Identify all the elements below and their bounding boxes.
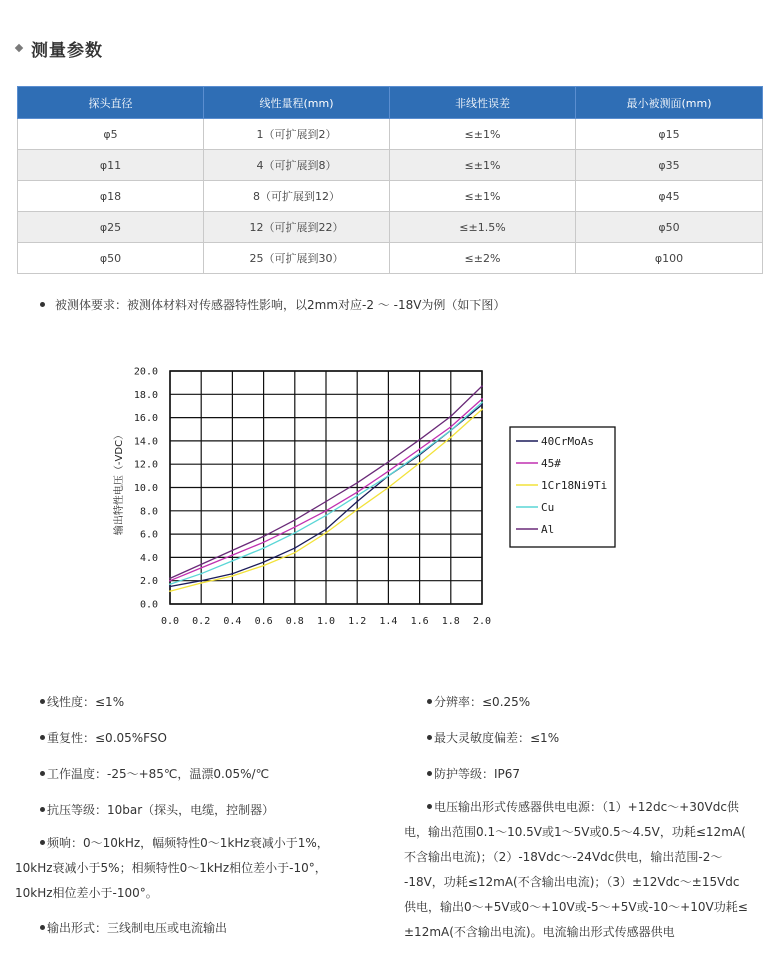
spec-temperature <box>40 762 269 786</box>
data-point <box>232 573 234 575</box>
x-tick-label: 1.8 <box>441 616 460 627</box>
table-cell: 8（可扩展到12） <box>204 181 390 212</box>
y-tick-label: 4.0 <box>139 552 158 564</box>
material-response-chart <box>100 355 620 635</box>
table-row <box>18 181 763 212</box>
table-cell: 1（可扩展到2） <box>204 119 390 150</box>
header-probe-diameter: 探头直径 <box>18 87 204 119</box>
spec-frequency <box>15 831 395 906</box>
table-cell: ≤±1% <box>390 119 576 150</box>
table-cell: 12（可扩展到22） <box>204 212 390 243</box>
x-tick-label: 0.2 <box>192 616 211 627</box>
data-point <box>200 567 202 569</box>
data-point <box>325 532 327 534</box>
bullet-icon <box>427 699 432 704</box>
data-point <box>169 580 171 582</box>
data-point <box>263 561 265 563</box>
bullet-icon <box>40 771 45 776</box>
data-point <box>419 448 421 450</box>
table-cell: φ50 <box>18 243 204 274</box>
data-point <box>481 398 483 400</box>
y-tick-label: 14.0 <box>133 436 158 448</box>
bullet-icon <box>40 807 45 812</box>
spec-text: 线性度：≤1% <box>47 695 125 709</box>
data-point <box>388 461 390 463</box>
spec-text: 最大灵敏度偏差：≤1% <box>434 731 560 745</box>
table-cell: φ50 <box>576 212 763 243</box>
data-point <box>263 536 265 538</box>
x-tick-label: 0.0 <box>160 616 180 627</box>
data-point <box>169 586 171 588</box>
spec-resolution <box>427 690 530 714</box>
freq-text: 频响：0～10kHz，幅频特性0～1kHz衰减小于1%， <box>47 836 329 850</box>
freq-line-2: 10kHz衰减小于5%；相频特性0～1kHz相位差小于-10°， <box>15 861 327 875</box>
table-row <box>18 119 763 150</box>
y-tick-label: 8.0 <box>139 506 158 518</box>
data-point <box>169 577 171 579</box>
spec-text: 分辨率：≤0.25% <box>434 695 531 709</box>
table-cell: φ100 <box>576 243 763 274</box>
data-point <box>325 510 327 512</box>
table-cell: ≤±1% <box>390 181 576 212</box>
y-tick-label: 16.0 <box>133 413 158 425</box>
freq-line-3: 10kHz相位差小于-100°。 <box>15 886 158 900</box>
data-point <box>419 439 421 441</box>
data-point <box>481 385 483 387</box>
data-point <box>232 560 234 562</box>
data-point <box>169 590 171 592</box>
x-tick-label: 2.0 <box>472 616 492 627</box>
data-point <box>356 482 358 484</box>
data-point <box>356 495 358 497</box>
power-line-5: 供电，输出0～+5V或0～+10V或-5～+5V或-10～+10V功耗≤ <box>404 900 748 914</box>
spec-pressure <box>40 798 274 822</box>
freq-line-1 <box>15 831 395 856</box>
data-point <box>263 547 265 549</box>
bullet-icon <box>427 735 432 740</box>
data-point <box>200 582 202 584</box>
header-min-target: 最小被测面(mm) <box>576 87 763 119</box>
x-tick-label: 1.0 <box>316 616 336 627</box>
section-heading <box>16 36 103 60</box>
data-point <box>388 470 390 472</box>
legend-label: Cu <box>541 501 555 514</box>
table-row <box>18 243 763 274</box>
power-line-3: 不含输出电流)；（2）-18Vdc～-24Vdc供电，输出范围-2～ <box>404 850 723 864</box>
data-point <box>481 409 483 411</box>
table-cell: φ5 <box>18 119 204 150</box>
data-point <box>200 563 202 565</box>
data-point <box>263 541 265 543</box>
spec-text: 防护等级：IP67 <box>434 767 521 781</box>
data-point <box>450 430 452 432</box>
table-cell: ≤±1% <box>390 150 576 181</box>
legend-label: 1Cr18Ni9Ti <box>541 479 608 492</box>
y-tick-label: 18.0 <box>133 389 158 401</box>
spec-text: 输出形式：三线制电压或电流输出 <box>47 921 228 935</box>
data-point <box>388 475 390 477</box>
y-axis-label: 输出特性电压（-VDC） <box>114 429 125 536</box>
y-tick-label: 6.0 <box>139 529 158 541</box>
bullet-icon <box>40 840 45 845</box>
data-point <box>325 515 327 517</box>
data-point <box>200 580 202 582</box>
y-tick-label: 20.0 <box>133 366 158 378</box>
data-point <box>232 554 234 556</box>
power-line-1 <box>404 795 774 820</box>
target-requirement <box>40 296 505 313</box>
data-point <box>325 529 327 531</box>
bullet-icon <box>40 699 45 704</box>
parameter-table <box>17 86 763 274</box>
bullet-icon <box>40 302 45 307</box>
x-tick-label: 1.4 <box>379 616 398 627</box>
data-point <box>263 565 265 567</box>
spec-output-line <box>40 916 227 940</box>
bullet-icon <box>40 925 45 930</box>
data-point <box>356 509 358 511</box>
data-point <box>169 583 171 585</box>
table-header-row <box>18 87 763 119</box>
data-point <box>294 526 296 528</box>
data-point <box>200 573 202 575</box>
spec-output <box>40 916 400 940</box>
section-title: 测量参数 <box>31 40 103 61</box>
data-point <box>356 501 358 503</box>
specs-right-column <box>427 690 767 790</box>
table-cell: 4（可扩展到8） <box>204 150 390 181</box>
y-tick-label: 0.0 <box>139 599 158 611</box>
x-tick-label: 1.6 <box>410 616 429 627</box>
table-cell: ≤±2% <box>390 243 576 274</box>
data-point <box>450 416 452 418</box>
table-row <box>18 150 763 181</box>
table-cell: φ15 <box>576 119 763 150</box>
legend-label: 45# <box>541 457 561 470</box>
power-line-6: ±12mA(不含输出电流)。电流输出形式传感器供电 <box>404 925 675 939</box>
y-tick-label: 2.0 <box>139 576 158 588</box>
data-point <box>450 426 452 428</box>
bullet-icon <box>427 771 432 776</box>
table-row <box>18 212 763 243</box>
table-cell: φ45 <box>576 181 763 212</box>
table-cell: φ25 <box>18 212 204 243</box>
diamond-bullet-icon <box>15 44 23 52</box>
spec-power-supply <box>404 795 774 945</box>
spec-protection <box>427 762 520 786</box>
data-point <box>294 552 296 554</box>
table-cell: 25（可扩展到30） <box>204 243 390 274</box>
data-point <box>294 519 296 521</box>
power-line-2: 电，输出范围0.1～10.5V或1～5V或0.5～4.5V，功耗≤12mA( <box>404 825 746 839</box>
requirement-text: 被测体要求：被测体材料对传感器特性影响，以2mm对应-2 ～ -18V为例（如下图） <box>55 298 506 312</box>
legend-label: 40CrMoAs <box>541 435 594 448</box>
data-point <box>419 462 421 464</box>
data-point <box>419 453 421 455</box>
x-tick-label: 0.8 <box>285 616 304 627</box>
data-point <box>356 491 358 493</box>
data-point <box>388 487 390 489</box>
bullet-icon <box>427 804 432 809</box>
table-cell: ≤±1.5% <box>390 212 576 243</box>
data-point <box>294 532 296 534</box>
power-line-4: -18V，功耗≤12mA(不含输出电流)；（3）±12Vdc～±15Vdc <box>404 875 740 889</box>
spec-text: 重复性：≤0.05%FSO <box>47 731 167 745</box>
data-point <box>232 575 234 577</box>
data-point <box>481 404 483 406</box>
data-point <box>232 550 234 552</box>
x-tick-label: 0.4 <box>223 616 242 627</box>
spec-text: 抗压等级：10bar（探头，电缆，控制器） <box>47 803 275 817</box>
bullet-icon <box>40 735 45 740</box>
spec-text: 工作温度：-25～+85℃，温漂0.05%/℃ <box>47 767 270 781</box>
spec-sensitivity <box>427 726 559 750</box>
table-cell: φ35 <box>576 150 763 181</box>
table-cell: φ11 <box>18 150 204 181</box>
table-cell: φ18 <box>18 181 204 212</box>
spec-repeatability <box>40 726 167 750</box>
power-text: 电压输出形式传感器供电电源：（1）+12dc～+30Vdc供 <box>434 800 739 814</box>
x-tick-label: 0.6 <box>254 616 273 627</box>
y-tick-label: 12.0 <box>133 459 158 471</box>
specs-left-column <box>40 690 400 825</box>
data-point <box>481 402 483 404</box>
data-point <box>450 437 452 439</box>
header-linear-range: 线性量程(mm) <box>204 87 390 119</box>
header-nonlinear-error: 非线性误差 <box>390 87 576 119</box>
data-point <box>325 501 327 503</box>
data-point <box>294 547 296 549</box>
spec-linearity <box>40 690 124 714</box>
y-tick-label: 10.0 <box>133 483 158 494</box>
x-tick-label: 1.2 <box>348 616 367 627</box>
legend-label: Al <box>541 523 555 536</box>
